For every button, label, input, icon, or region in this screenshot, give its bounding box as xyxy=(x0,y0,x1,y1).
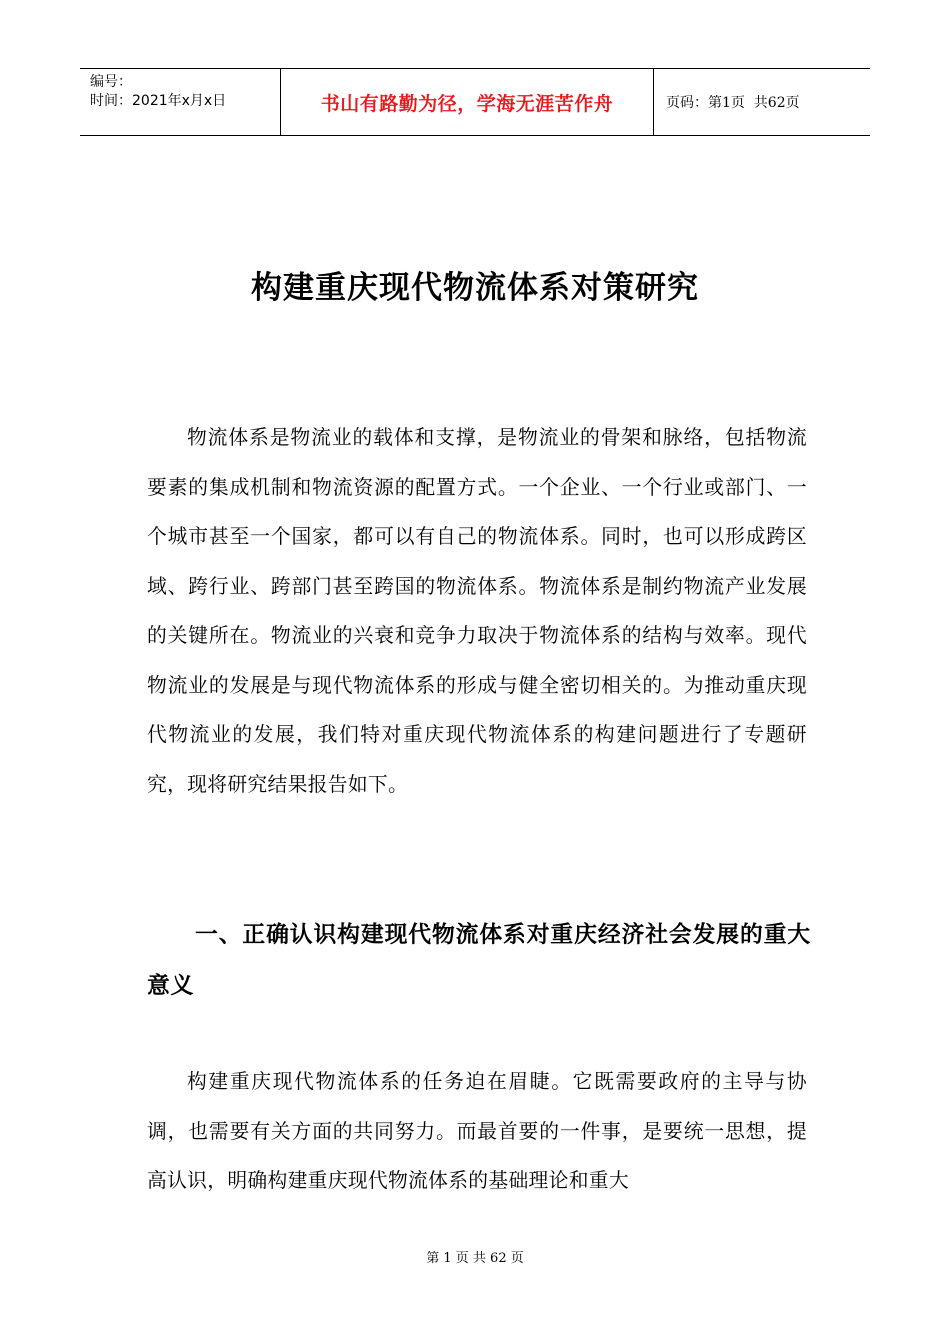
document-header xyxy=(80,68,870,136)
section-heading: 一、正确认识构建现代物流体系对重庆经济社会发展的重大意义 xyxy=(147,922,811,999)
header-meta-cell xyxy=(80,69,281,135)
header-page-cell xyxy=(654,69,870,135)
document-title: 构建重庆现代物流体系对策研究 xyxy=(251,270,699,306)
section-paragraph: 构建重庆现代物流体系的任务迫在眉睫。它既需要政府的主导与协调，也需要有关方面的共同努力。而最首要的一件事，是要统一思想，提高认识，明确构建重庆现代物流体系的基础理论和重大 xyxy=(147,1070,807,1192)
page-footer: 第 1 页 共 62 页 xyxy=(426,1251,524,1266)
header-page-info: 页码：第1页 共62页 xyxy=(666,95,800,111)
document-number-label: 编号： xyxy=(90,74,132,90)
document-date: 时间：2021年x月x日 xyxy=(90,93,227,109)
header-motto: 书山有路勤为径，学海无涯苦作舟 xyxy=(281,69,654,135)
intro-paragraph: 物流体系是物流业的载体和支撑，是物流业的骨架和脉络，包括物流要素的集成机制和物流资源的配置方式。一个企业、一个行业或部门、一个城市甚至一个国家，都可以有自己的物流体系。同时，也可以形成跨区域、跨行业、跨部门甚至跨国的物流体系。物流体系是制约物流产业发展的关键所在。物流业的兴衰和竞争力取决于物流体系的结构与效率。现代物流业的发展是与现代物流体系的形成与健全密切相关的。为推动重庆现代物流业的发展，我们特对重庆现代物流体系的构建问题进行了专题研究，现将研究结果报告如下。 xyxy=(147,426,807,796)
